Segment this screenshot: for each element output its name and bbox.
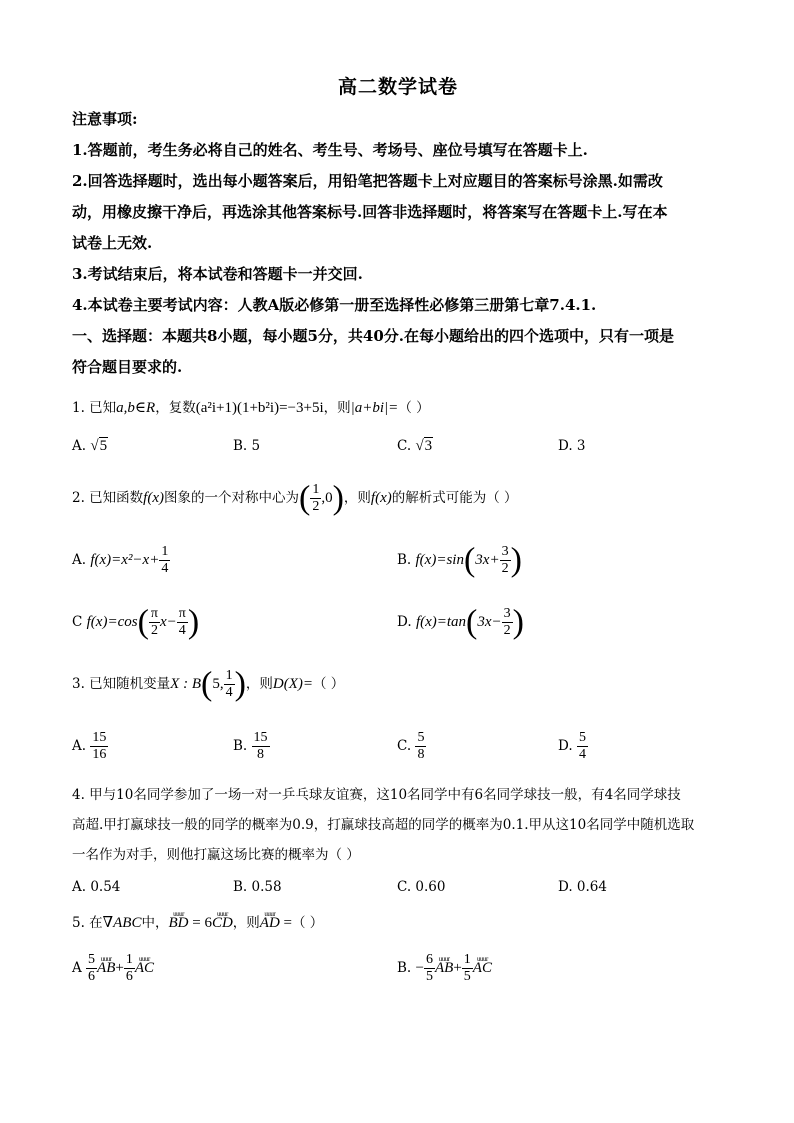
q2-option-a[interactable]: A. f(x)=x²−x+ $\frac{1}{4}$ [72,544,169,576]
notice-item-1: 1.答题前，考生务必将自己的姓名、考生号、考场号、座位号填写在答题卡上. [72,141,588,159]
q4-option-d[interactable]: D. 0.64 [558,879,607,895]
q3-option-b[interactable]: B. $\frac{15}{8}$ [233,730,268,762]
q2-option-d[interactable]: D. f(x)=tan(3x− $\frac{3}{2}$ ) [397,603,524,641]
q2-option-b[interactable]: B. f(x)=sin(3x+ $\frac{3}{2}$ ) [397,541,522,579]
notice-item-2-cont: 动，用橡皮擦干净后，再选涂其他答案标号.回答非选择题时，将答案写在答题卡上.写在本 [72,203,668,221]
q1-option-a[interactable]: A. √5 [72,438,108,454]
q3-option-d[interactable]: D. $\frac{5}{4}$ [558,730,586,762]
q1-ask: |a+bi|= [350,400,399,416]
q4-option-c[interactable]: C. 0.60 [397,879,446,895]
question-2: 2. 已知函数f(x)图象的一个对称中心为( $\frac{1}{2}$ ,0)，则f(x)的解析式可能为（ ） [72,479,518,517]
q2-center-fraction: $\frac{1}{2}$ [312,482,320,514]
q1-option-c[interactable]: C. √3 [397,438,433,454]
vector-cd: uuur CD [212,913,233,933]
q5-option-b[interactable]: B. − $\frac{6}{5}$ uuur AB+ $\frac{1}{5}$ uuur AC [397,948,492,988]
sqrt-symbol: √3 [415,438,433,454]
q1-condition: a,b∈R [116,400,156,416]
q4-option-b[interactable]: B. 0.58 [233,879,282,895]
question-4-line3: 一名作为对手，则他打赢这场比赛的概率为（ ） [72,847,360,863]
page-title: 高二数学试卷 [337,76,458,98]
q4-option-a[interactable]: A. 0.54 [72,879,121,895]
question-4-line2: 高超.甲打赢球技一般的同学的概率为0.9，打赢球技高超的同学的概率为0.1.甲从这10名同学中随机选取 [72,817,695,833]
q2-option-c[interactable]: C f(x)=cos( $\frac{\pi}{2}$ x− $\frac{\pi}{4}$ ) [72,603,200,641]
notice-heading: 注意事项: [72,110,138,128]
q5-option-a[interactable]: A $\frac{5}{6}$ uuur AB+ $\frac{1}{6}$ uuur AC [72,948,154,988]
notice-item-2: 2.回答选择题时，选出每小题答案后，用铅笔把答题卡上对应题目的答案标号涂黑.如需改 [72,172,663,190]
section-heading-line2: 符合题目要求的. [72,358,183,376]
question-5: 5. 在∇ABC中，uuur BD = 6uuur CD，则uuur AD =（ ） [72,913,724,933]
question-4-line1: 4. 甲与10名同学参加了一场一对一乒乓球友谊赛，这10名同学中有6名同学球技一般，有4名同学球技 [72,787,681,803]
q3-option-c[interactable]: C. $\frac{5}{8}$ [397,730,425,762]
vector-ad: uuur AD [260,913,280,933]
question-1: 1. 已知a,b∈R，复数(a²i+1)(1+b²i)=−3+5i，则|a+bi|=（ ） [72,400,430,416]
q1-option-d[interactable]: D. 3 [558,438,586,454]
notice-item-2-end: 试卷上无效. [72,234,153,252]
q1-expression: (a²i+1)(1+b²i)=−3+5i [195,400,324,416]
notice-item-3: 3.考试结束后，将本试卷和答题卡一并交回. [72,265,363,283]
question-3: 3. 已知随机变量X : B(5, $\frac{1}{4}$ )，则D(X)=（ ） [72,665,345,703]
section-heading-line1: 一、选择题：本题共8小题，每小题5分，共40分.在每小题给出的四个选项中，只有一项是 [72,327,674,345]
vector-bd: uuur BD [168,913,188,933]
sqrt-symbol: √5 [90,438,108,454]
q3-option-a[interactable]: A. $\frac{15}{16}$ [72,730,107,762]
notice-item-4: 4.本试卷主要考试内容：人教A版必修第一册至选择性必修第三册第七章7.4.1. [72,296,597,314]
q1-option-b[interactable]: B. 5 [233,438,261,454]
